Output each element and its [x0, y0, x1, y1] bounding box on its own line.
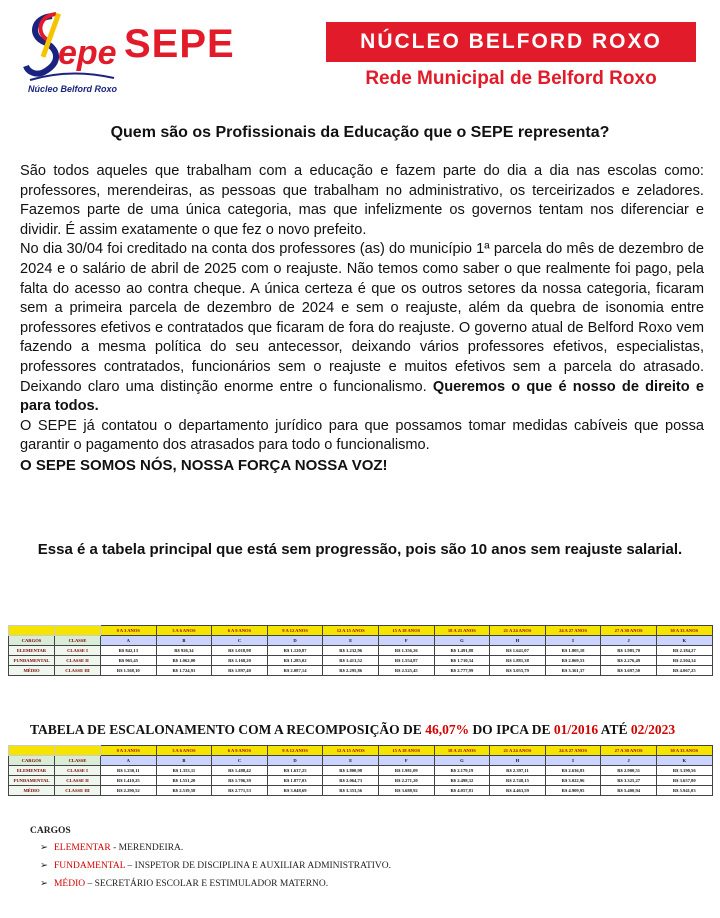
salary-cell: R$ 2.771,53 [212, 786, 268, 796]
cargo-cell: FUNDAMENTAL [9, 776, 55, 786]
level-letter: D [267, 636, 323, 646]
col-classe-header: CLASSE [55, 756, 101, 766]
level-letter: H [490, 756, 546, 766]
salary-cell: R$ 2.184,27 [656, 646, 712, 656]
classe-cell: CLASSE I [55, 766, 101, 776]
range-header: 6 A 9 ANOS [212, 746, 268, 756]
salary-cell: R$ 2.295,86 [323, 666, 379, 676]
paragraph-1: São todos aqueles que trabalham com a educação e fazem parte do dia a dia nas escolas como: professores, merendeiras, as pessoas que trabalham no administrativo, os terceirizados e zeladores. Fazemos parte de uma única categoria, mas que infelizmente os governos tentam nos diferenciar e dividir. É assim exatamente o que fez o novo prefeito. [20, 163, 704, 238]
level-letter: I [545, 636, 601, 646]
salary-cell: R$ 842,13 [101, 646, 157, 656]
range-header: 3 A 6 ANOS [156, 746, 212, 756]
header [0, 0, 720, 110]
level-letter: K [656, 756, 712, 766]
salary-cell: R$ 1.568,10 [101, 666, 157, 676]
table-row [9, 776, 713, 786]
salary-cell: R$ 1.551,20 [156, 776, 212, 786]
header-blank [55, 626, 101, 636]
level-letter: K [656, 636, 712, 646]
range-header: 0 A 3 ANOS [101, 626, 157, 636]
salary-cell: R$ 2.748,15 [490, 776, 546, 786]
cargo-desc: – SECRETÁRIO ESCOLAR E ESTIMULADOR MATERNO. [85, 879, 329, 889]
esc-title-part1: TABELA DE ESCALONAMENTO COM A RECOMPOSIÇÃO DE [30, 722, 426, 737]
salary-cell: R$ 1.706,39 [212, 776, 268, 786]
salary-cell: R$ 965,45 [101, 656, 157, 666]
classe-cell: CLASSE III [55, 666, 101, 676]
range-header: 30 A 33 ANOS [656, 626, 712, 636]
cargo-key: ELEMENTAR [53, 843, 111, 853]
classe-cell: CLASSE III [55, 786, 101, 796]
range-header: 21 A 24 ANOS [490, 746, 546, 756]
salary-cell: R$ 4.057,81 [434, 786, 490, 796]
salary-cell: R$ 1.230,11 [101, 766, 157, 776]
range-header: 24 A 27 ANOS [545, 626, 601, 636]
level-letter: I [545, 756, 601, 766]
salary-cell: R$ 1.018,98 [212, 646, 268, 656]
salary-cell: R$ 3.688,92 [378, 786, 434, 796]
range-header: 0 A 3 ANOS [101, 746, 157, 756]
range-header: 9 A 12 ANOS [267, 626, 323, 636]
table-header-row [9, 626, 713, 636]
range-header: 30 A 33 ANOS [656, 746, 712, 756]
level-letter: D [267, 756, 323, 766]
salary-cell: R$ 1.710,34 [434, 656, 490, 666]
paragraph-3: O SEPE já contatou o departamento jurídico para que possamos tomar medidas cabíveis que possa garantir o pagamento dos atrasados para todo o funcionalismo. [20, 417, 704, 454]
table-row [9, 766, 713, 776]
salary-cell: R$ 1.356,26 [378, 646, 434, 656]
arrow-icon: ➢ [40, 861, 48, 871]
salary-cell: R$ 1.413,52 [323, 656, 379, 666]
salary-cell: R$ 1.985,70 [601, 646, 657, 656]
col-cargos-header: CARGOS [9, 636, 55, 646]
salary-cell: R$ 3.361,37 [545, 666, 601, 676]
salary-cell: R$ 1.637,25 [267, 766, 323, 776]
header-blank [9, 746, 55, 756]
cargos-heading: CARGOS [30, 826, 71, 836]
salary-cell: R$ 4.909,95 [545, 786, 601, 796]
salary-cell: R$ 3.325,27 [601, 776, 657, 786]
range-header: 6 A 9 ANOS [212, 626, 268, 636]
level-letter: G [434, 636, 490, 646]
cargo-desc: - MERENDEIRA. [110, 843, 184, 853]
level-letter: F [378, 636, 434, 646]
salary-cell: R$ 1.881,38 [490, 656, 546, 666]
esc-title-from: 01/2016 [553, 722, 599, 737]
cargo-desc: – INSPETOR DE DISCIPLINA E AUXILIAR ADMINISTRATIVO. [125, 861, 392, 871]
salary-cell: R$ 1.353,11 [156, 766, 212, 776]
salary-cell: R$ 1.232,96 [323, 646, 379, 656]
range-header: 12 A 15 ANOS [323, 746, 379, 756]
table-row [9, 646, 713, 656]
range-header: 24 A 27 ANOS [545, 746, 601, 756]
cargo-item [40, 860, 391, 871]
salary-cell: R$ 1.491,88 [434, 646, 490, 656]
cargo-cell: ELEMENTAR [9, 766, 55, 776]
salary-cell: R$ 2.087,14 [267, 666, 323, 676]
salary-cell: R$ 1.805,18 [545, 646, 601, 656]
range-header: 15 A 18 ANOS [378, 626, 434, 636]
level-letter: E [323, 756, 379, 766]
nucleo-banner: NÚCLEO BELFORD ROXO [326, 22, 696, 62]
salary-cell: R$ 3.022,96 [545, 776, 601, 786]
level-letter: B [156, 756, 212, 766]
salary-cell: R$ 2.504,14 [656, 656, 712, 666]
esc-title-to: 02/2023 [630, 722, 676, 737]
salary-cell: R$ 3.657,80 [656, 776, 712, 786]
salary-cell: R$ 3.190,56 [656, 766, 712, 776]
salary-cell: R$ 1.285,02 [267, 656, 323, 666]
brand-title: SEPE [124, 22, 235, 66]
salary-cell: R$ 4.067,25 [656, 666, 712, 676]
cargo-item [40, 842, 391, 853]
salary-cell: R$ 2.636,83 [545, 766, 601, 776]
range-header: 9 A 12 ANOS [267, 746, 323, 756]
sepe-logo-icon [22, 6, 120, 92]
salary-cell: R$ 1.877,03 [267, 776, 323, 786]
classe-cell: CLASSE II [55, 776, 101, 786]
salary-cell: R$ 1.554,87 [378, 656, 434, 666]
table-letters-row [9, 756, 713, 766]
paragraph-2 [20, 240, 704, 416]
level-letter: F [378, 756, 434, 766]
salary-cell: R$ 1.800,98 [323, 766, 379, 776]
salary-cell: R$ 2.064,73 [323, 776, 379, 786]
cargo-item [40, 878, 391, 889]
table-row [9, 666, 713, 676]
range-header: 21 A 24 ANOS [490, 626, 546, 636]
salary-cell: R$ 5.400,94 [601, 786, 657, 796]
body-text [20, 162, 704, 476]
salary-cell: R$ 2.069,53 [545, 656, 601, 666]
range-header: 3 A 6 ANOS [156, 626, 212, 636]
salary-cell: R$ 4.463,59 [490, 786, 546, 796]
table-row [9, 656, 713, 666]
salary-cell: R$ 3.353,56 [323, 786, 379, 796]
slogan: O SEPE SOMOS NÓS, NOSSA FORÇA NOSSA VOZ! [20, 456, 388, 474]
level-letter: C [212, 756, 268, 766]
salary-table-adjusted [8, 745, 713, 796]
salary-cell: R$ 1.168,20 [212, 656, 268, 666]
esc-title-part2: DO IPCA DE [469, 722, 554, 737]
logo-caption: Núcleo Belford Roxo [28, 84, 118, 94]
header-blank [55, 746, 101, 756]
level-letter: C [212, 636, 268, 646]
salary-cell: R$ 1.724,91 [156, 666, 212, 676]
salary-cell: R$ 3.697,50 [601, 666, 657, 676]
salary-cell: R$ 1.488,42 [212, 766, 268, 776]
level-letter: A [101, 636, 157, 646]
salary-cell: R$ 2.276,49 [601, 656, 657, 666]
level-letter: H [490, 636, 546, 646]
table-header-row [9, 746, 713, 756]
range-header: 18 A 21 ANOS [434, 626, 490, 636]
level-letter: G [434, 756, 490, 766]
salary-cell: R$ 1.062,00 [156, 656, 212, 666]
level-letter: E [323, 636, 379, 646]
classe-cell: CLASSE II [55, 656, 101, 666]
arrow-icon: ➢ [40, 879, 48, 889]
salary-cell: R$ 2.525,45 [378, 666, 434, 676]
salary-cell: R$ 1.120,87 [267, 646, 323, 656]
cargo-cell: FUNDAMENTAL [9, 656, 55, 666]
level-letter: A [101, 756, 157, 766]
cargo-cell: MÉDIO [9, 666, 55, 676]
salary-cell: R$ 1.897,40 [212, 666, 268, 676]
salary-cell: R$ 2.777,99 [434, 666, 490, 676]
cargo-key: MÉDIO [53, 879, 86, 889]
cargo-cell: MÉDIO [9, 786, 55, 796]
salary-cell: R$ 5.941,03 [656, 786, 712, 796]
col-cargos-header: CARGOS [9, 756, 55, 766]
esc-title-part3: ATÉ [598, 722, 631, 737]
salary-cell: R$ 926,34 [156, 646, 212, 656]
table-row [9, 786, 713, 796]
range-header: 15 A 18 ANOS [378, 746, 434, 756]
table-note: Essa é a tabela principal que está sem progressão, pois são 10 anos sem reajuste salarial. [37, 541, 683, 558]
table-letters-row [9, 636, 713, 646]
paragraph-2-bold: Queremos o que é nosso de direito e para todos. [20, 378, 705, 415]
cargos-legend [30, 826, 391, 896]
salary-cell: R$ 3.048,69 [267, 786, 323, 796]
range-header: 27 A 30 ANOS [601, 626, 657, 636]
salary-table-current [8, 625, 713, 676]
salary-cell: R$ 2.519,58 [156, 786, 212, 796]
esc-title-pct: 46,07% [425, 722, 470, 737]
level-letter: J [601, 756, 657, 766]
level-letter: B [156, 636, 212, 646]
range-header: 18 A 21 ANOS [434, 746, 490, 756]
svg-text:epe: epe [58, 34, 117, 72]
salary-cell: R$ 2.498,32 [434, 776, 490, 786]
salary-cell: R$ 1.410,25 [101, 776, 157, 786]
rede-subtitle: Rede Municipal de Belford Roxo [365, 68, 657, 89]
range-header: 27 A 30 ANOS [601, 746, 657, 756]
salary-cell: R$ 2.290,52 [101, 786, 157, 796]
header-blank [9, 626, 55, 636]
salary-cell: R$ 2.179,19 [434, 766, 490, 776]
salary-cell: R$ 2.271,20 [378, 776, 434, 786]
salary-cell: R$ 2.397,11 [490, 766, 546, 776]
classe-cell: CLASSE I [55, 646, 101, 656]
salary-cell: R$ 2.900,51 [601, 766, 657, 776]
col-classe-header: CLASSE [55, 636, 101, 646]
salary-cell: R$ 1.981,09 [378, 766, 434, 776]
arrow-icon: ➢ [40, 843, 48, 853]
paragraph-2-text: No dia 30/04 foi creditado na conta dos professores (as) do município 1ª parcela do mês de dezembro de 2024 e o salário de abril de 2025 com o reajuste. Não temos como saber o que realmente foi pago, pela falta do acesso ao contra cheque. A única certeza é que os outros setores da nossa categoria, ficaram sem a primeira parcela de dezembro de 2024 e sem o reajuste, além da quebra de isonomia entre professores efetivos e contratados que ficaram de fora do reajuste. O governo atual de Belford Roxo vem fazendo a mesma política do seu antecessor, deixando vários professores efetivos, especialistas, professores contratados, funcionários sem o reajuste e muitos efetivos sem a parcela do atrasado. Deixando claro uma distinção enorme entre o funcionalismo. [20, 241, 704, 395]
salary-cell: R$ 3.055,79 [490, 666, 546, 676]
level-letter: J [601, 636, 657, 646]
cargo-key: FUNDAMENTAL [53, 861, 126, 871]
cargo-cell: ELEMENTAR [9, 646, 55, 656]
range-header: 12 A 15 ANOS [323, 626, 379, 636]
salary-cell: R$ 1.641,07 [490, 646, 546, 656]
escalonamento-title [30, 722, 710, 738]
question-heading: Quem são os Profissionais da Educação que o SEPE representa? [110, 124, 610, 141]
